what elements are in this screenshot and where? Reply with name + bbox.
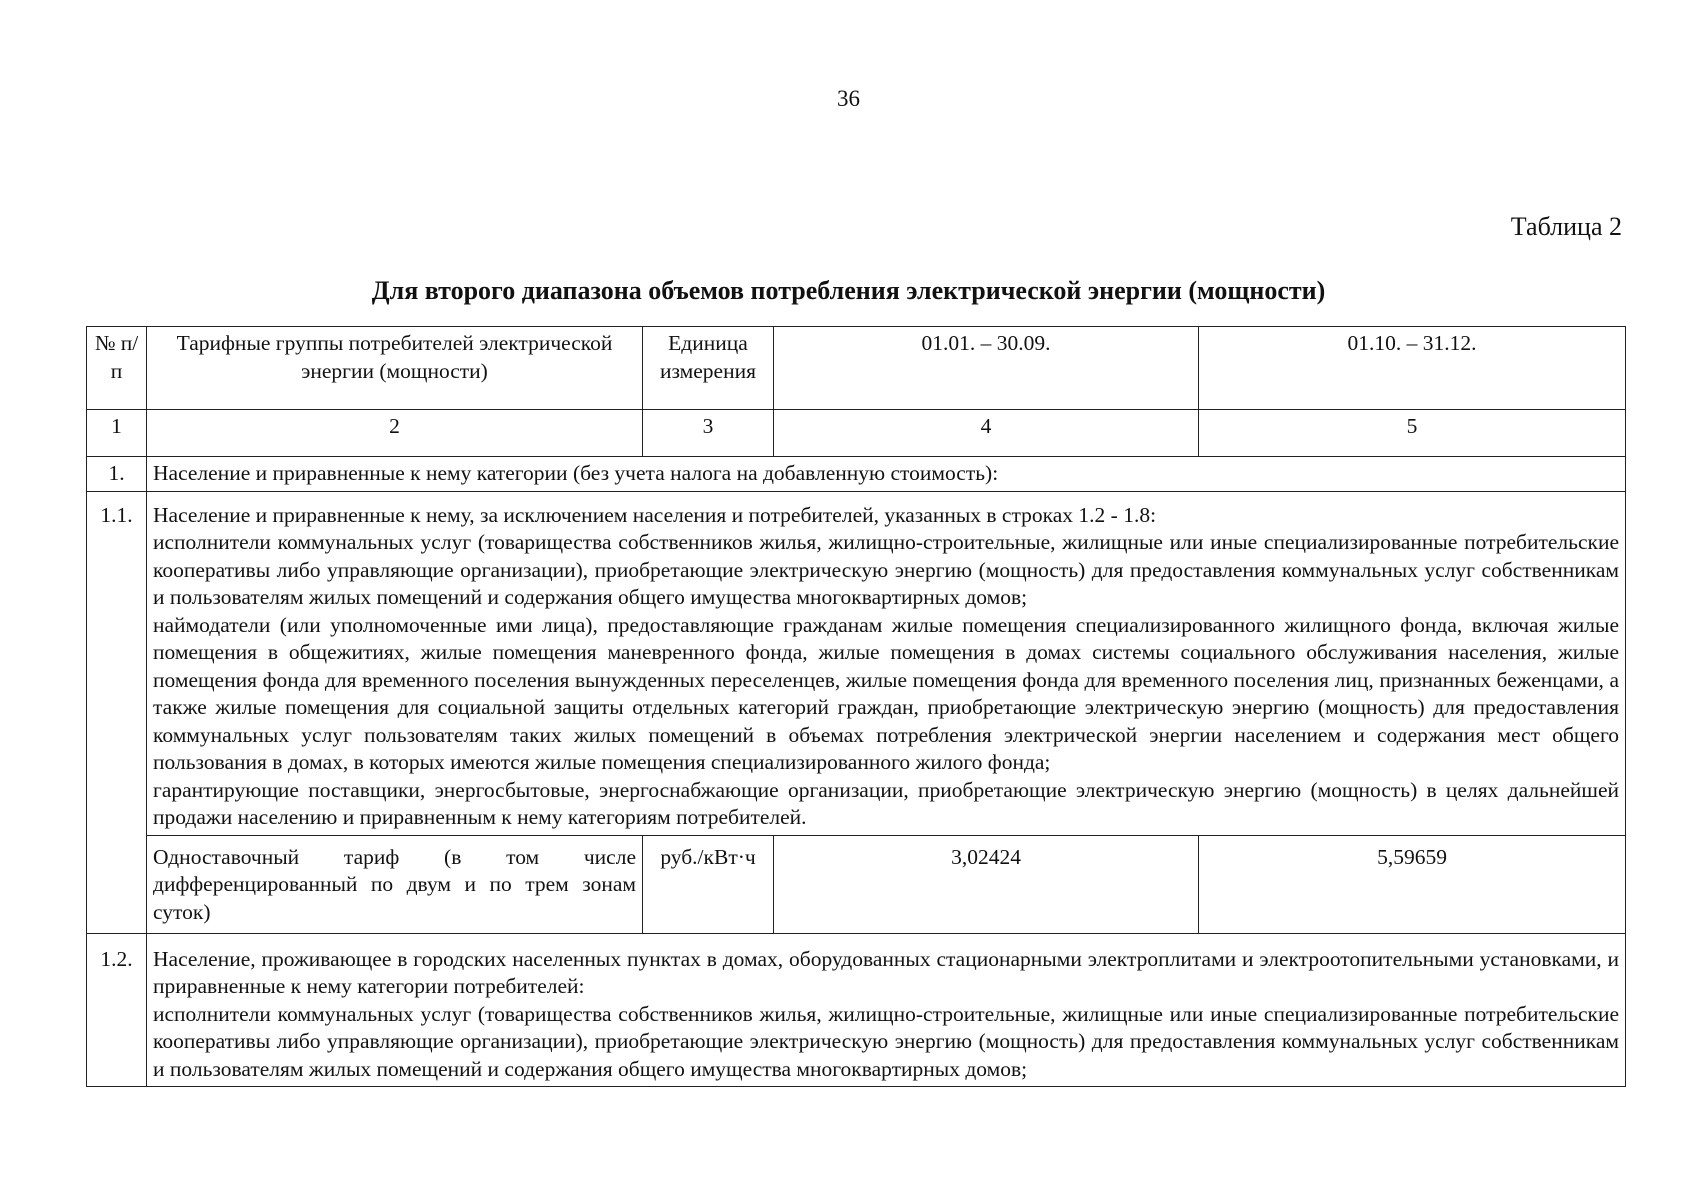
column-number: 3 xyxy=(643,410,774,457)
column-number: 5 xyxy=(1199,410,1626,457)
column-numbers-row xyxy=(87,410,1626,457)
document-title: Для второго диапазона объемов потребления электрической энергии (мощности) xyxy=(371,276,1326,305)
row-1-2-description xyxy=(147,933,1626,1087)
header-period-1: 01.01. – 30.09. xyxy=(774,327,1199,410)
tariff-name: Одноставочный тариф (в том числе дифференцированный по двум и по трем зонам суток) xyxy=(147,835,643,933)
row-1-1-tariff xyxy=(87,835,1626,933)
column-number: 2 xyxy=(147,410,643,457)
row-number: 1. xyxy=(87,457,147,492)
section-1-row xyxy=(87,457,1626,492)
tariff-value-period-2: 5,59659 xyxy=(1199,835,1626,933)
column-number: 4 xyxy=(774,410,1199,457)
table-label: Таблица 2 xyxy=(1510,212,1622,241)
header-period-2: 01.10. – 31.12. xyxy=(1199,327,1626,410)
row-1-2 xyxy=(87,933,1626,1087)
row-1-1 xyxy=(87,491,1626,835)
paragraph: исполнители коммунальных услуг (товарищества собственников жилья, жилищно-строительные, жилищные или иные специализированные потребительские кооперативы либо управляющие организации), приобретающие электрическую энергию (мощность) для предоставления коммунальных услуг собственникам и пользователям жилых помещений и содержания общего имущества многоквартирных домов; xyxy=(153,1001,1619,1081)
page-number: 36 xyxy=(837,86,860,111)
tariff-unit: руб./кВт·ч xyxy=(643,835,774,933)
paragraph: Население и приравненные к нему, за исключением населения и потребителей, указанных в строках 1.2 - 1.8: xyxy=(153,502,1157,527)
paragraph: гарантирующие поставщики, энергосбытовые, энергоснабжающие организации, приобретающие электрическую энергию (мощность) в целях дальнейшей продажи населению и приравненным к нему категориям потребителей. xyxy=(153,777,1619,829)
paragraph: исполнители коммунальных услуг (товарищества собственников жилья, жилищно-строительные, жилищные или иные специализированные потребительские кооперативы либо управляющие организации), приобретающие электрическую энергию (мощность) для предоставления коммунальных услуг собственникам и пользователям жилых помещений и содержания общего имущества многоквартирных домов; xyxy=(153,530,1619,609)
header-number: № п/п xyxy=(87,327,147,410)
paragraph: наймодатели (или уполномоченные ими лица), предоставляющие гражданам жилые помещения специализированного жилищного фонда, включая жилые помещения в общежитиях, жилые помещения маневренного фонда, жилые помещения в домах системы социального обслуживания населения, жилые помещения фонда для временного поселения вынужденных переселенцев, жилые помещения фонда для временного поселения лиц, признанных беженцами, а также жилые помещения для социальной защиты отдельных категорий граждан, приобретающие электрическую энергию (мощность) для предоставления коммунальных услуг пользователям таких жилых помещений в объемах потребления электрической энергии населением и содержания мест общего пользования в домах, в которых имеются жилые помещения специализированного жилого фонда; xyxy=(153,612,1619,774)
header-row xyxy=(87,327,1626,410)
empty-cell xyxy=(87,835,147,933)
tariff-value-period-1: 3,02424 xyxy=(774,835,1199,933)
column-number: 1 xyxy=(87,410,147,457)
row-number: 1.2. xyxy=(87,933,147,1087)
tariff-table xyxy=(86,326,1626,1087)
paragraph: Население, проживающее в городских населенных пунктах в домах, оборудованных стационарными электроплитами и электроотопительными установками, и приравненные к нему категории потребителей: xyxy=(153,946,1619,998)
row-number: 1.1. xyxy=(87,491,147,835)
header-unit: Единица измерения xyxy=(643,327,774,410)
section-1-text: Население и приравненные к нему категории (без учета налога на добавленную стоимость): xyxy=(147,457,1626,492)
row-1-1-description xyxy=(147,491,1626,835)
header-tariff-groups: Тарифные группы потребителей электрической энергии (мощности) xyxy=(147,327,643,410)
